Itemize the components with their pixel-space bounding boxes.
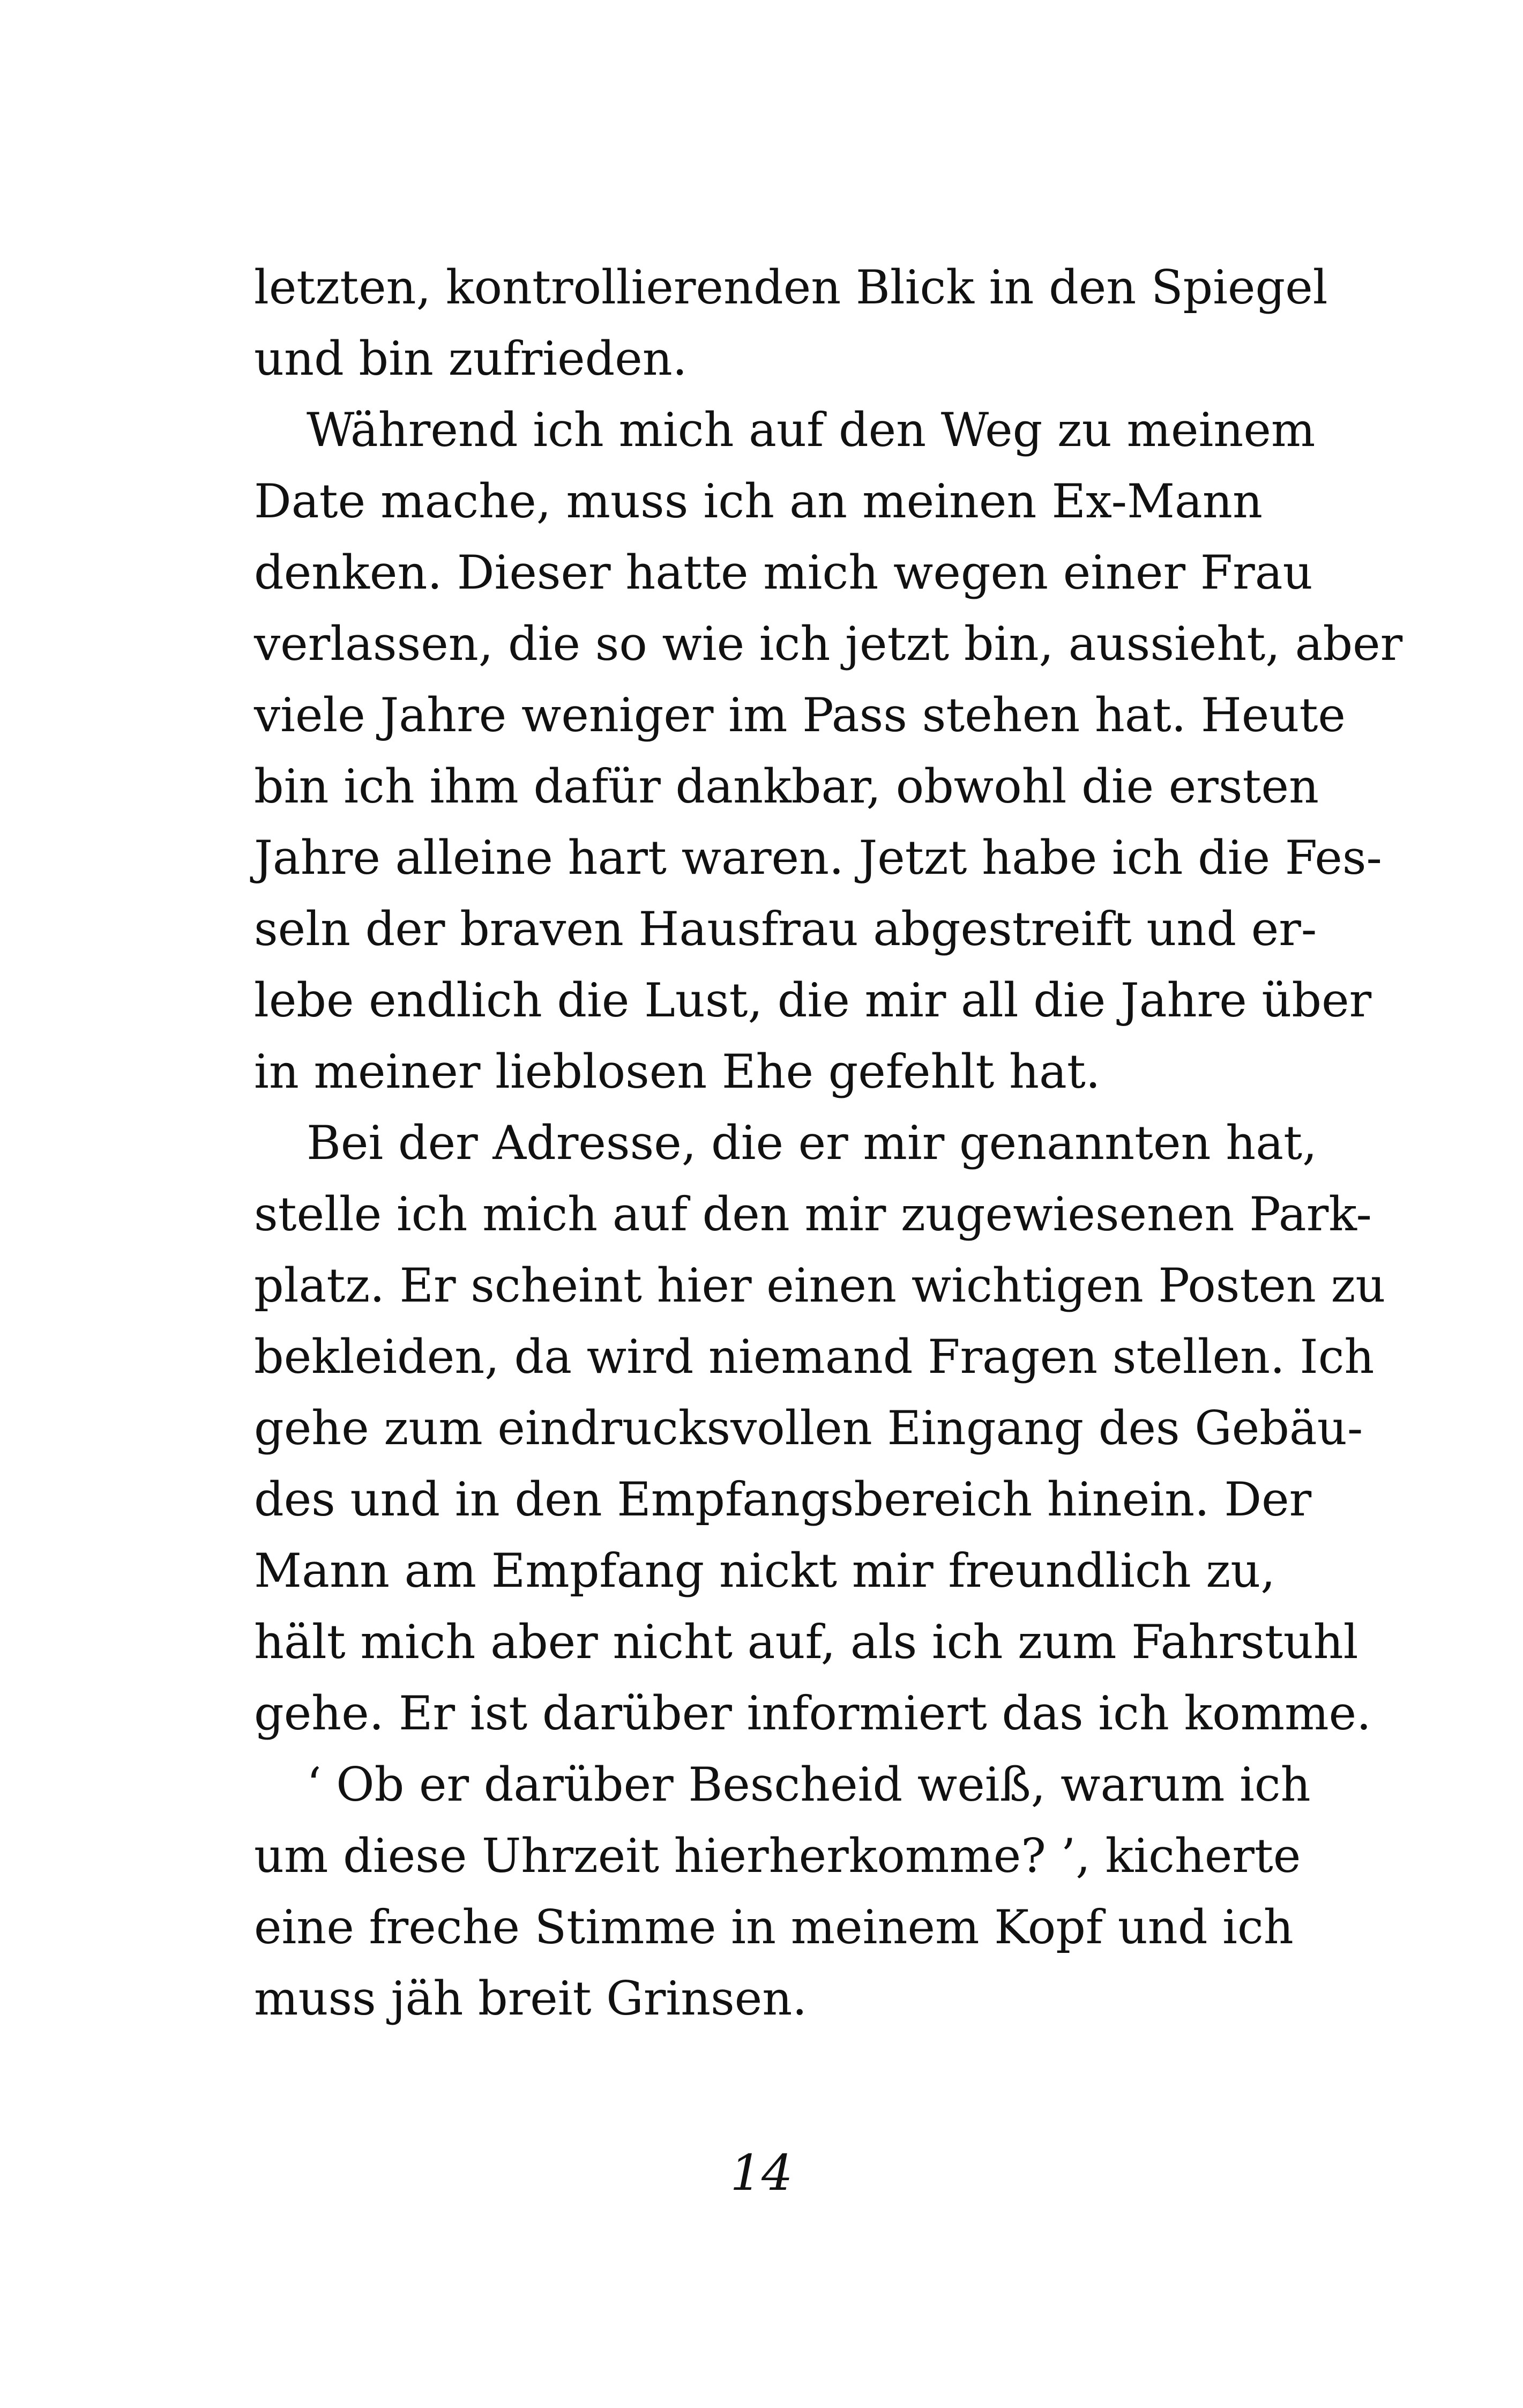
text-line: des und in den Empfangsbereich hinein. Der [254, 1472, 1312, 1527]
text-line: seln der braven Hausfrau abgestreift und er- [254, 902, 1317, 956]
text-line: Jahre alleine hart waren. Jetzt habe ich die Fes- [254, 830, 1382, 885]
text-line: denken. Dieser hatte mich wegen einer Frau [254, 545, 1313, 600]
text-line: bin ich ihm dafür dankbar, obwohl die ersten [254, 759, 1319, 814]
text-line: Date mache, muss ich an meinen Ex-Mann [254, 474, 1263, 529]
paragraph [254, 1749, 1311, 2034]
text-line: und bin zufrieden. [254, 331, 688, 386]
text-line: lebe endlich die Lust, die mir all die Jahre über [254, 973, 1372, 1028]
body-text [254, 252, 1403, 2034]
paragraph [254, 252, 1328, 395]
text-line: letzten, kontrollierenden Blick in den Spiegel [254, 260, 1328, 315]
text-line: eine freche Stimme in meinem Kopf und ich [254, 1900, 1294, 1954]
text-line: Mann am Empfang nickt mir freundlich zu, [254, 1543, 1275, 1598]
text-line: in meiner lieblosen Ehe gefehlt hat. [254, 1044, 1101, 1099]
paragraph [254, 1108, 1386, 1749]
text-line: ‘ Ob er darüber Bescheid weiß, warum ich [307, 1757, 1311, 1812]
paragraph [254, 395, 1403, 1108]
text-line: platz. Er scheint hier einen wichtigen Posten zu [254, 1258, 1386, 1313]
text-line: viele Jahre weniger im Pass stehen hat. Heute [254, 688, 1346, 742]
text-line: Während ich mich auf den Weg zu meinem [307, 403, 1316, 457]
text-line: stelle ich mich auf den mir zugewiesenen Park- [254, 1187, 1372, 1242]
page-number: 14 [730, 2144, 793, 2202]
text-line: gehe zum eindrucksvollen Eingang des Gebäu- [254, 1401, 1363, 1455]
text-line: gehe. Er ist darüber informiert das ich komme. [254, 1686, 1371, 1741]
text-line: bekleiden, da wird niemand Fragen stellen. Ich [254, 1329, 1375, 1384]
text-line: hält mich aber nicht auf, als ich zum Fahrstuhl [254, 1615, 1358, 1669]
text-line: verlassen, die so wie ich jetzt bin, aussieht, aber [254, 616, 1403, 671]
text-line: Bei der Adresse, die er mir genannten hat, [307, 1116, 1317, 1170]
text-line: muss jäh breit Grinsen. [254, 1971, 807, 2026]
text-line: um diese Uhrzeit hierherkomme? ’, kicherte [254, 1829, 1301, 1883]
